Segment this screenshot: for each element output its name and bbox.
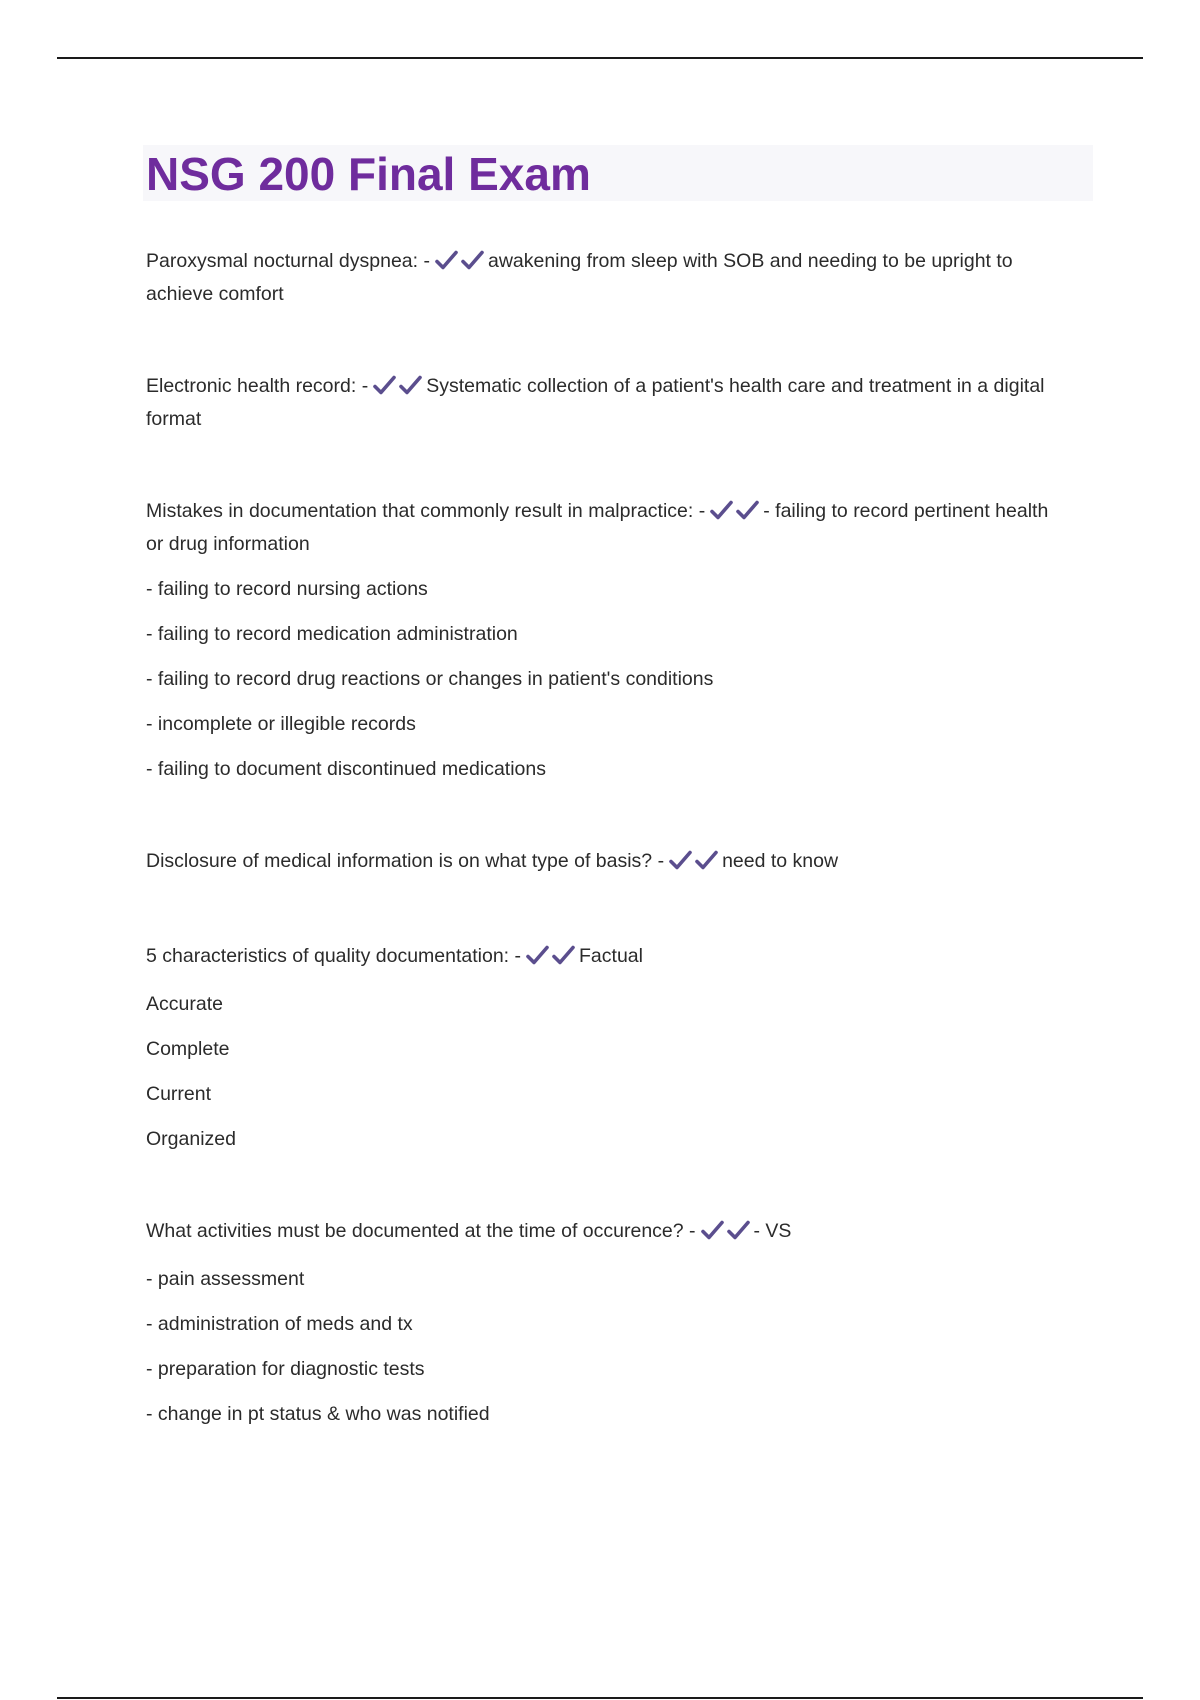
check-icon — [434, 249, 460, 271]
question-line — [146, 941, 1066, 974]
question-text: Paroxysmal nocturnal dyspnea: - — [146, 250, 430, 272]
qa-item — [146, 496, 1066, 784]
answer-line: - failing to record drug reactions or changes in patient's conditions — [146, 668, 714, 690]
check-icon — [668, 849, 694, 871]
double-check-icon — [525, 944, 577, 974]
answer-text: Systematic collection of a patient's health care and treatment in a digital format — [146, 375, 1045, 430]
page-title: NSG 200 Final Exam — [146, 148, 591, 200]
question-line — [146, 496, 1066, 559]
answer-line: Accurate — [146, 993, 223, 1015]
qa-item — [146, 246, 1066, 309]
double-check-icon — [434, 249, 486, 279]
qa-item — [146, 1216, 1066, 1429]
check-icon — [551, 944, 577, 966]
question-line — [146, 846, 1066, 879]
answer-line: Complete — [146, 1038, 230, 1060]
check-icon — [709, 499, 735, 521]
qa-item — [146, 371, 1066, 434]
double-check-icon — [709, 499, 761, 529]
answer-line: - pain assessment — [146, 1268, 305, 1290]
question-text: Disclosure of medical information is on what type of basis? - — [146, 850, 665, 872]
answer-line: - incomplete or illegible records — [146, 713, 416, 735]
question-text: 5 characteristics of quality documentation: - — [146, 945, 522, 967]
answer-text: need to know — [722, 850, 839, 872]
answer-text: Factual — [579, 945, 643, 967]
check-icon — [398, 374, 424, 396]
question-line — [146, 371, 1066, 434]
double-check-icon — [700, 1219, 752, 1249]
answer-line: - failing to record nursing actions — [146, 578, 428, 600]
check-icon — [726, 1219, 752, 1241]
qa-item — [146, 846, 1066, 879]
check-icon — [700, 1219, 726, 1241]
answer-line: - failing to record medication administration — [146, 623, 518, 645]
answer-line: - administration of meds and tx — [146, 1313, 413, 1335]
answer-line: Current — [146, 1083, 212, 1105]
answer-text: - VS — [753, 1220, 792, 1242]
check-icon — [735, 499, 761, 521]
answer-line: - preparation for diagnostic tests — [146, 1358, 425, 1380]
question-line — [146, 1216, 1066, 1249]
question-text: Mistakes in documentation that commonly result in malpractice: - — [146, 500, 706, 522]
check-icon — [694, 849, 720, 871]
qa-list — [146, 246, 1066, 1429]
double-check-icon — [668, 849, 720, 879]
qa-item — [146, 941, 1066, 1154]
check-icon — [372, 374, 398, 396]
question-text: What activities must be documented at the time of occurence? - — [146, 1220, 696, 1242]
answer-text: - failing to record pertinent health or drug information — [146, 500, 1049, 555]
answer-line: - failing to document discontinued medications — [146, 758, 546, 780]
question-text: Electronic health record: - — [146, 375, 369, 397]
answer-line: Organized — [146, 1128, 236, 1150]
bottom-rule — [57, 1697, 1143, 1699]
answer-text: awakening from sleep with SOB and needing to be upright to achieve comfort — [146, 250, 1013, 305]
top-rule — [57, 57, 1143, 59]
double-check-icon — [372, 374, 424, 404]
answer-line: - change in pt status & who was notified — [146, 1403, 490, 1425]
question-line — [146, 246, 1066, 309]
check-icon — [525, 944, 551, 966]
check-icon — [460, 249, 486, 271]
